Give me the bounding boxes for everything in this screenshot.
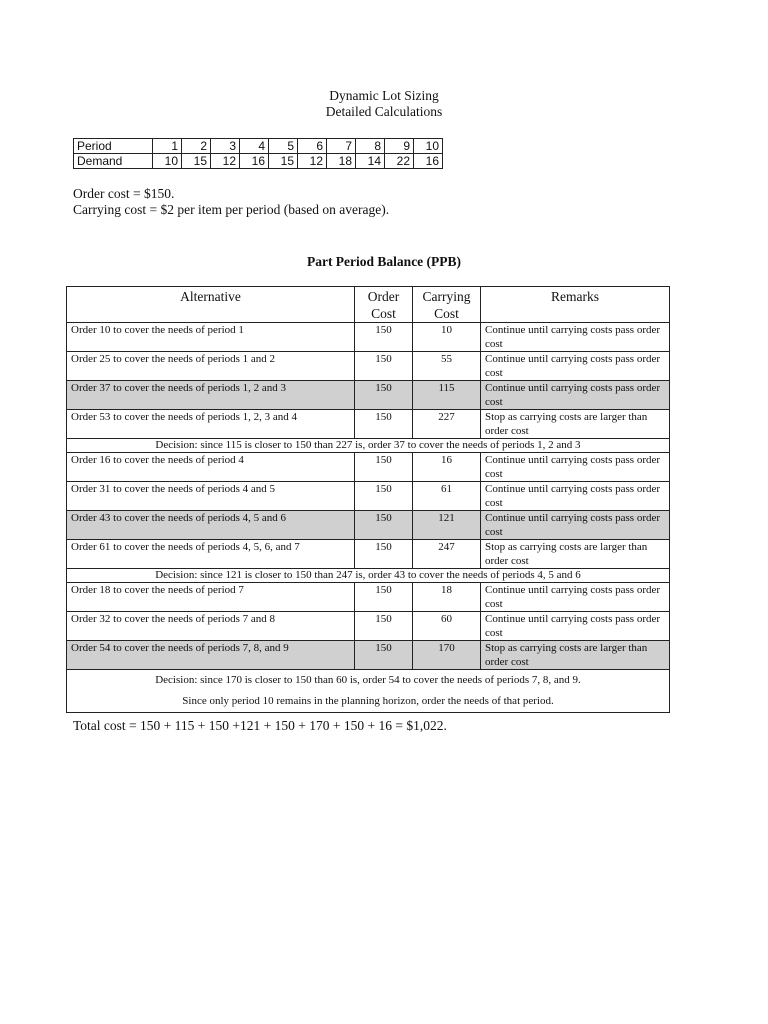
demand-table: [73, 138, 443, 169]
period-row: [74, 139, 443, 154]
alternative-cell: Order 16 to cover the needs of period 4: [67, 453, 355, 482]
order-cost-cell: 150: [355, 612, 413, 641]
remarks-cell: Stop as carrying costs are larger than order cost: [481, 641, 670, 670]
demand-cell: 15: [269, 154, 298, 169]
alternative-cell: Order 25 to cover the needs of periods 1 and 2: [67, 352, 355, 381]
demand-cell: 10: [153, 154, 182, 169]
alternative-cell: Order 53 to cover the needs of periods 1, 2, 3 and 4: [67, 410, 355, 439]
carrying-cost-cell: 115: [413, 381, 481, 410]
remarks-cell: Stop as carrying costs are larger than order cost: [481, 410, 670, 439]
remarks-header: Remarks: [481, 287, 670, 323]
carrying-cost-header: Carrying Cost: [413, 287, 481, 323]
demand-cell: 16: [414, 154, 443, 169]
ppb-title: Part Period Balance (PPB): [306, 254, 462, 269]
period-label: Period: [74, 139, 153, 154]
demand-cell: 22: [385, 154, 414, 169]
final-decision-cell: [67, 670, 670, 713]
alternative-header: Alternative: [67, 287, 355, 323]
table-row: [67, 352, 670, 381]
demand-cell: 18: [327, 154, 356, 169]
period-cell: 5: [269, 139, 298, 154]
order-cost-cell: 150: [355, 410, 413, 439]
carrying-cost-cell: 121: [413, 511, 481, 540]
alternative-cell: Order 32 to cover the needs of periods 7 and 8: [67, 612, 355, 641]
period-cell: 2: [182, 139, 211, 154]
period-cell: 8: [356, 139, 385, 154]
order-cost-cell: 150: [355, 641, 413, 670]
carrying-cost-cell: 18: [413, 583, 481, 612]
remarks-cell: Continue until carrying costs pass order cost: [481, 612, 670, 641]
order-cost-cell: 150: [355, 323, 413, 352]
cost-parameters: [73, 186, 389, 218]
period-cell: 4: [240, 139, 269, 154]
order-cost-header: Order Cost: [355, 287, 413, 323]
decision-text: Decision: since 115 is closer to 150 than 227 is, order 37 to cover the needs of periods 1, 2 and 3: [67, 439, 670, 453]
remarks-cell: Continue until carrying costs pass order cost: [481, 453, 670, 482]
remarks-cell: Continue until carrying costs pass order cost: [481, 482, 670, 511]
period-cell: 10: [414, 139, 443, 154]
decision-text: Decision: since 170 is closer to 150 than 60 is, order 54 to cover the needs of periods 7, 8, and 9.: [155, 674, 581, 686]
alternative-cell: Order 61 to cover the needs of periods 4, 5, 6, and 7: [67, 540, 355, 569]
carrying-cost-cell: 170: [413, 641, 481, 670]
total-cost-text: Total cost = 150 + 115 + 150 +121 + 150 + 170 + 150 + 16 = $1,022.: [73, 718, 447, 733]
period-cell: 6: [298, 139, 327, 154]
demand-cell: 14: [356, 154, 385, 169]
order-cost-cell: 150: [355, 381, 413, 410]
decision-row: [67, 439, 670, 453]
table-row: [67, 453, 670, 482]
final-decision-row: [67, 670, 670, 713]
decision-text: Decision: since 121 is closer to 150 than 247 is, order 43 to cover the needs of periods 4, 5 and 6: [67, 569, 670, 583]
alternative-cell: Order 37 to cover the needs of periods 1, 2 and 3: [67, 381, 355, 410]
order-cost-cell: 150: [355, 583, 413, 612]
demand-row: [74, 154, 443, 169]
order-cost-cell: 150: [355, 540, 413, 569]
table-row: [67, 612, 670, 641]
alternative-cell: Order 18 to cover the needs of period 7: [67, 583, 355, 612]
carrying-cost-cell: 10: [413, 323, 481, 352]
table-row: [67, 482, 670, 511]
decision-row: [67, 569, 670, 583]
table-row: [67, 410, 670, 439]
selected-row: [67, 641, 670, 670]
table-row: [67, 540, 670, 569]
final-note-text: Since only period 10 remains in the planning horizon, order the needs of that period.: [182, 695, 554, 707]
order-cost-cell: 150: [355, 453, 413, 482]
period-cell: 3: [211, 139, 240, 154]
order-cost-cell: 150: [355, 511, 413, 540]
alternative-cell: Order 54 to cover the needs of periods 7, 8, and 9: [67, 641, 355, 670]
selected-row: [67, 381, 670, 410]
period-cell: 7: [327, 139, 356, 154]
ppb-header-row: [67, 287, 670, 323]
alternative-cell: Order 31 to cover the needs of periods 4 and 5: [67, 482, 355, 511]
carrying-cost-cell: 61: [413, 482, 481, 511]
table-row: [67, 583, 670, 612]
remarks-cell: Continue until carrying costs pass order cost: [481, 352, 670, 381]
remarks-cell: Stop as carrying costs are larger than order cost: [481, 540, 670, 569]
remarks-cell: Continue until carrying costs pass order cost: [481, 323, 670, 352]
table-row: [67, 323, 670, 352]
selected-row: [67, 511, 670, 540]
document-title: Dynamic Lot Sizing: [329, 88, 439, 103]
carrying-cost-cell: 227: [413, 410, 481, 439]
remarks-cell: Continue until carrying costs pass order cost: [481, 511, 670, 540]
period-cell: 1: [153, 139, 182, 154]
demand-cell: 15: [182, 154, 211, 169]
carrying-cost-text: Carrying cost = $2 per item per period (based on average).: [73, 202, 390, 217]
document-subtitle: Detailed Calculations: [325, 104, 443, 119]
remarks-cell: Continue until carrying costs pass order cost: [481, 583, 670, 612]
demand-cell: 12: [298, 154, 327, 169]
order-cost-text: Order cost = $150.: [73, 186, 175, 201]
alternative-cell: Order 43 to cover the needs of periods 4, 5 and 6: [67, 511, 355, 540]
order-cost-cell: 150: [355, 482, 413, 511]
remarks-cell: Continue until carrying costs pass order cost: [481, 381, 670, 410]
demand-cell: 12: [211, 154, 240, 169]
document-header: [0, 88, 768, 120]
alternative-cell: Order 10 to cover the needs of period 1: [67, 323, 355, 352]
demand-label: Demand: [74, 154, 153, 169]
carrying-cost-cell: 60: [413, 612, 481, 641]
period-cell: 9: [385, 139, 414, 154]
order-cost-cell: 150: [355, 352, 413, 381]
carrying-cost-cell: 16: [413, 453, 481, 482]
carrying-cost-cell: 247: [413, 540, 481, 569]
carrying-cost-cell: 55: [413, 352, 481, 381]
demand-cell: 16: [240, 154, 269, 169]
ppb-table: [66, 286, 670, 713]
